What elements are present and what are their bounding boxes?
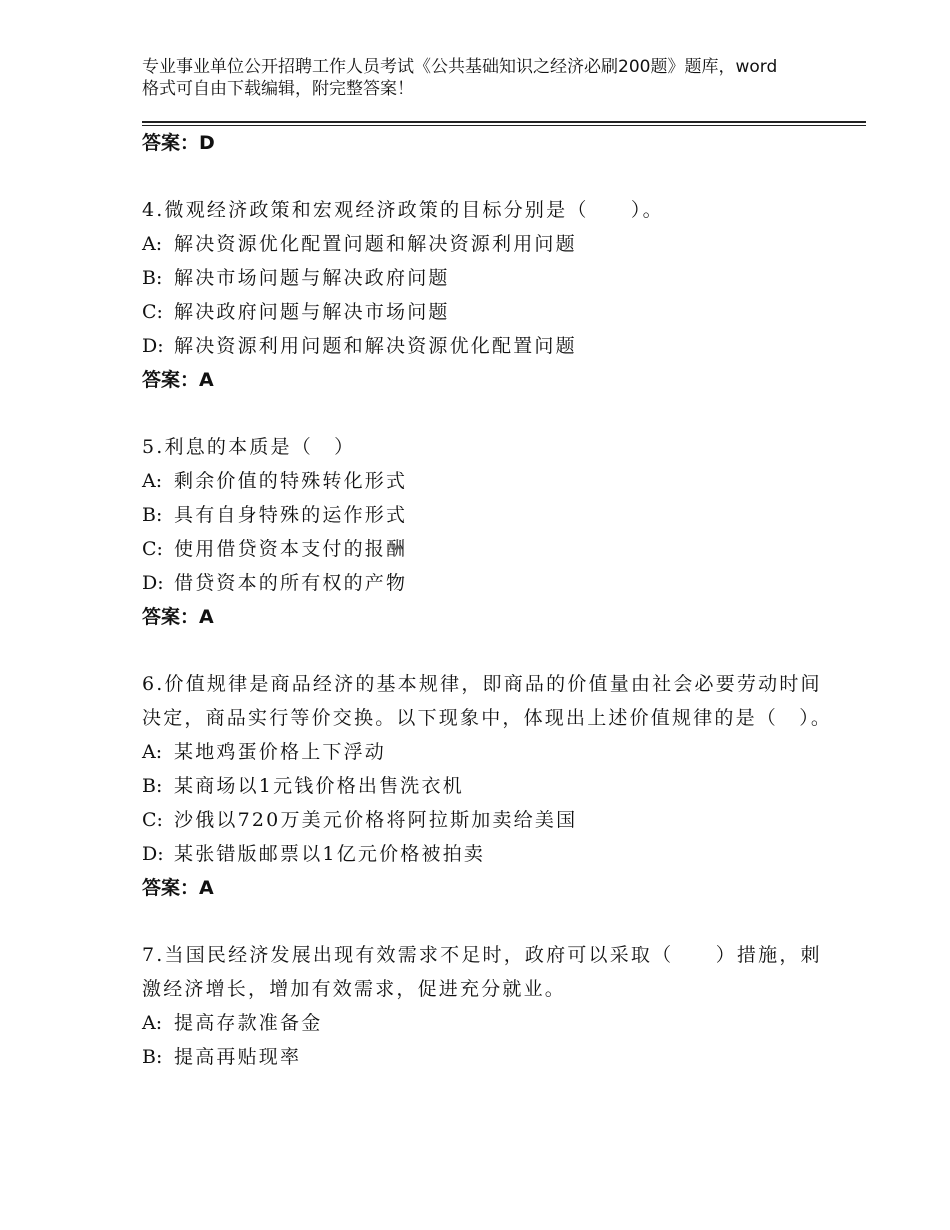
option-line (142, 532, 842, 566)
option-line (142, 1040, 842, 1074)
option-text: 解决市场问题与解决政府问题 (174, 267, 450, 289)
option-text: 具有自身特殊的运作形式 (174, 504, 408, 526)
option-line (142, 498, 842, 532)
answer-line: 答案：A (142, 877, 214, 899)
document-header: 专业事业单位公开招聘工作人员考试《公共基础知识之经济必刷200题》题库，word格式可自由下载编辑，附完整答案！ (142, 57, 778, 99)
option-letter: C: (142, 809, 163, 831)
option-line (142, 295, 842, 329)
option-text: 某商场以1元钱价格出售洗衣机 (174, 775, 464, 797)
option-text: 沙俄以720万美元价格将阿拉斯加卖给美国 (174, 809, 578, 831)
option-line (142, 261, 842, 295)
header-rule-thick (142, 121, 866, 123)
question-stem: 5.利息的本质是（ ） (142, 436, 356, 458)
option-letter: C: (142, 538, 163, 560)
option-letter: D: (142, 572, 164, 594)
option-line (142, 1006, 842, 1040)
question-block (142, 667, 842, 905)
answer-line: 答案：A (142, 369, 214, 391)
option-letter: A: (142, 470, 163, 492)
option-letter: C: (142, 301, 163, 323)
option-text: 剩余价值的特殊转化形式 (174, 470, 408, 492)
question-stem: 7.当国民经济发展出现有效需求不足时，政府可以采取（ ）措施，刺激经济增长，增加有效需求，促进充分就业。 (142, 944, 822, 1000)
option-letter: B: (142, 504, 163, 526)
option-text: 借贷资本的所有权的产物 (174, 572, 408, 594)
option-text: 某张错版邮票以1亿元价格被拍卖 (174, 843, 486, 865)
question-block (142, 193, 842, 397)
option-letter: B: (142, 775, 163, 797)
question-block (142, 430, 842, 634)
option-line (142, 329, 842, 363)
option-line (142, 769, 842, 803)
answer-line: 答案：D (142, 132, 215, 154)
option-letter: B: (142, 1046, 163, 1068)
option-line (142, 464, 842, 498)
option-text: 提高再贴现率 (174, 1046, 302, 1068)
option-line (142, 227, 842, 261)
option-letter: D: (142, 335, 164, 357)
answer-line: 答案：A (142, 606, 214, 628)
option-text: 提高存款准备金 (174, 1012, 323, 1034)
option-line (142, 735, 842, 769)
question-stem: 6.价值规律是商品经济的基本规律，即商品的价值量由社会必要劳动时间决定，商品实行等价交换。以下现象中，体现出上述价值规律的是（ ）。 (142, 673, 833, 729)
option-text: 解决资源优化配置问题和解决资源利用问题 (174, 233, 577, 255)
option-line (142, 566, 842, 600)
option-letter: A: (142, 741, 163, 763)
question-stem: 4.微观经济政策和宏观经济政策的目标分别是（ ）。 (142, 199, 664, 221)
document-body (142, 126, 842, 1074)
option-text: 某地鸡蛋价格上下浮动 (174, 741, 387, 763)
option-line (142, 837, 842, 871)
option-letter: A: (142, 233, 163, 255)
option-letter: A: (142, 1012, 163, 1034)
option-text: 解决政府问题与解决市场问题 (174, 301, 450, 323)
option-text: 使用借贷资本支付的报酬 (174, 538, 408, 560)
option-text: 解决资源利用问题和解决资源优化配置问题 (174, 335, 577, 357)
option-letter: B: (142, 267, 163, 289)
question-block (142, 938, 842, 1074)
option-line (142, 803, 842, 837)
option-letter: D: (142, 843, 164, 865)
